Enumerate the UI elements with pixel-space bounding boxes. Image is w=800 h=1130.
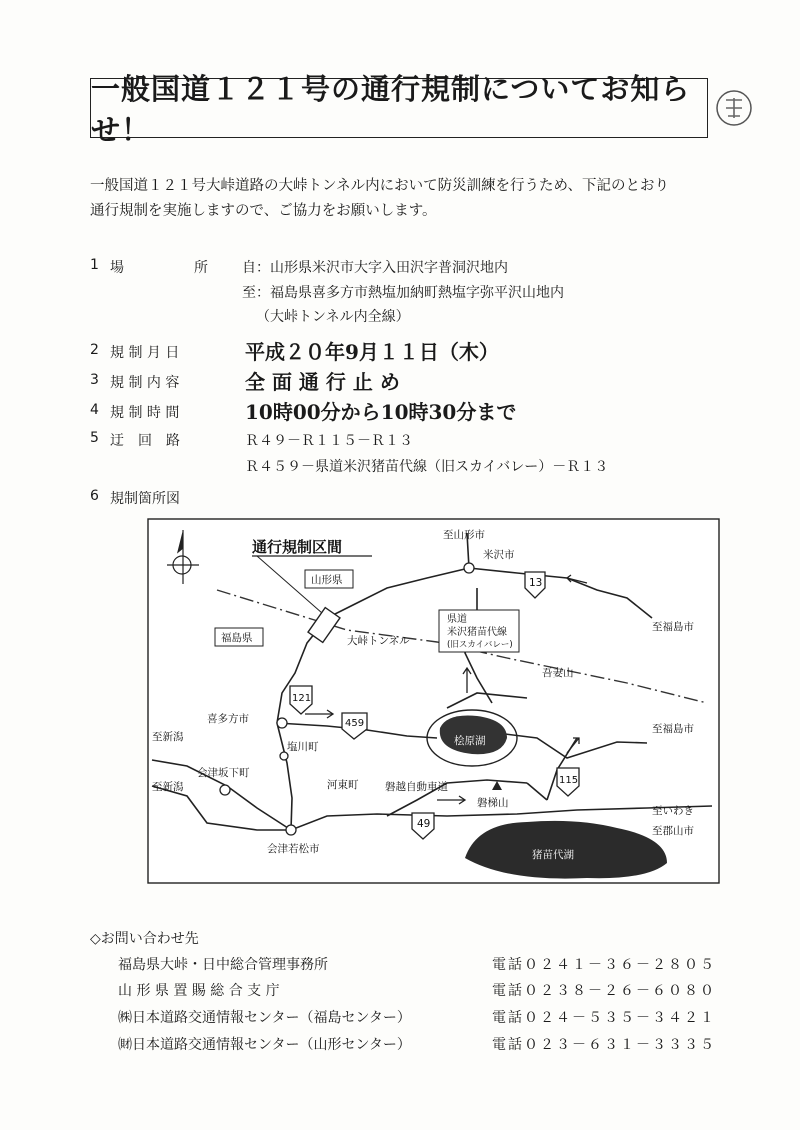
item-number: 1 [90,257,99,273]
contact-tel: 電話０２４－５３５－３４２１ [492,1010,716,1026]
item-number: 5 [90,430,99,446]
page-title: 一般国道１２１号の通行規制についてお知らせ！ [91,72,691,147]
map-label-shiokawa: 塩川町 [287,741,319,753]
contact-tel: 電話０２３８－２６－６０８０ [492,983,716,999]
contact-tel: 電話０２４１－３６－２８０５ [492,957,716,973]
item-number: 4 [90,402,99,418]
map-label-expressway: 磐越自動車道 [385,781,448,793]
place-to: 至：福島県喜多方市熱塩加納町熱塩字弥平沢山地内 [242,285,564,301]
map-label-to-niigata-1: 至新潟 [152,731,184,743]
map-label-azumasan: 吾妻山 [542,667,574,679]
contact-org: ㈱日本道路交通情報センター（福島センター） [118,1010,411,1026]
map-label-kitakata: 喜多方市 [207,713,249,725]
item-label: 規 制 内 容 [110,375,180,391]
intro-line-1: 一般国道１２１号大峠道路の大峠トンネル内において防災訓練を行うため、下記のとおり [90,178,669,194]
map-label-hibara: 桧原湖 [454,735,486,747]
content-value: 全 面 通 行 止 め [245,370,400,394]
receipt-stamp-icon [714,88,754,128]
date-value: 平成２０年9月１１日（木） [245,340,499,364]
contact-org: 福島県大峠・日中総合管理事務所 [118,957,328,973]
item-number: 3 [90,372,99,388]
map-label-to-yamagata-city: 至山形市 [443,529,485,541]
title-box [90,72,708,147]
map-label-prefroad-2: 米沢猪苗代線 [447,627,507,638]
map-label-to-niigata-2: 至新潟 [152,781,184,793]
detour-line-2: Ｒ４５９－県道米沢猪苗代線（旧スカイバレー）－Ｒ１３ [245,459,609,475]
map-label-bandaisan: 磐梯山 [477,797,509,809]
place-from: 自：山形県米沢市大字入田沢字普洞沢地内 [242,260,508,276]
item-number: 6 [90,488,99,504]
map-label-to-iwaki: 至いわき [652,805,694,817]
contact-org: ㈶日本道路交通情報センター（山形センター） [118,1037,411,1053]
route-121-label: 121 [292,693,312,704]
intro-line-2: 通行規制を実施しますので、ご協力をお願いします。 [90,203,437,219]
item-label: 規 制 月 日 [110,345,180,361]
item-number: 2 [90,342,99,358]
place-note: （大峠トンネル内全線） [256,309,410,325]
route-49-label: 49 [417,818,431,830]
item-label: 場 所 [110,260,208,276]
map-label-fukushima: 福島県 [221,632,253,644]
map-label-tunnel: 大峠トンネル [347,635,410,647]
map-label-inawashiro: 猪苗代湖 [532,849,574,861]
map-label-aizuwakamatsu: 会津若松市 [267,843,320,855]
contact-tel: 電話０２３－６３１－３３３５ [492,1037,716,1053]
map-label-to-fukushima-1: 至福島市 [652,621,694,633]
item-label: 規制箇所図 [110,491,180,507]
map-label-prefroad-1: 県道 [447,614,467,625]
item-label: 規 制 時 間 [110,405,180,421]
contact-org: 山 形 県 置 賜 総 合 支 庁 [118,983,280,999]
route-459-label: 459 [345,718,365,729]
map-label-yonezawa: 米沢市 [483,549,515,561]
item-label: 迂 回 路 [110,433,180,449]
detour-line-1: Ｒ４９－Ｒ１１５－Ｒ１３ [245,433,413,449]
time-value: 10時00分から10時30分まで [245,400,517,424]
map-label-aizubange: 会津坂下町 [197,767,250,779]
map-label-yamagata: 山形県 [311,574,343,586]
regulation-map [147,518,720,884]
map-label-prefroad-3: (旧スカイバレー) [447,640,513,650]
intro-text [90,174,730,224]
map-label-kawahigashi: 河東町 [327,779,359,791]
map-label-to-koriyama: 至郡山市 [652,825,694,837]
contact-heading: ◇お問い合わせ先 [90,931,199,947]
map-section-title: 通行規制区間 [252,538,343,556]
route-115-label: 115 [559,775,579,786]
route-13-label: 13 [529,577,543,589]
map-label-to-fukushima-2: 至福島市 [652,723,694,735]
